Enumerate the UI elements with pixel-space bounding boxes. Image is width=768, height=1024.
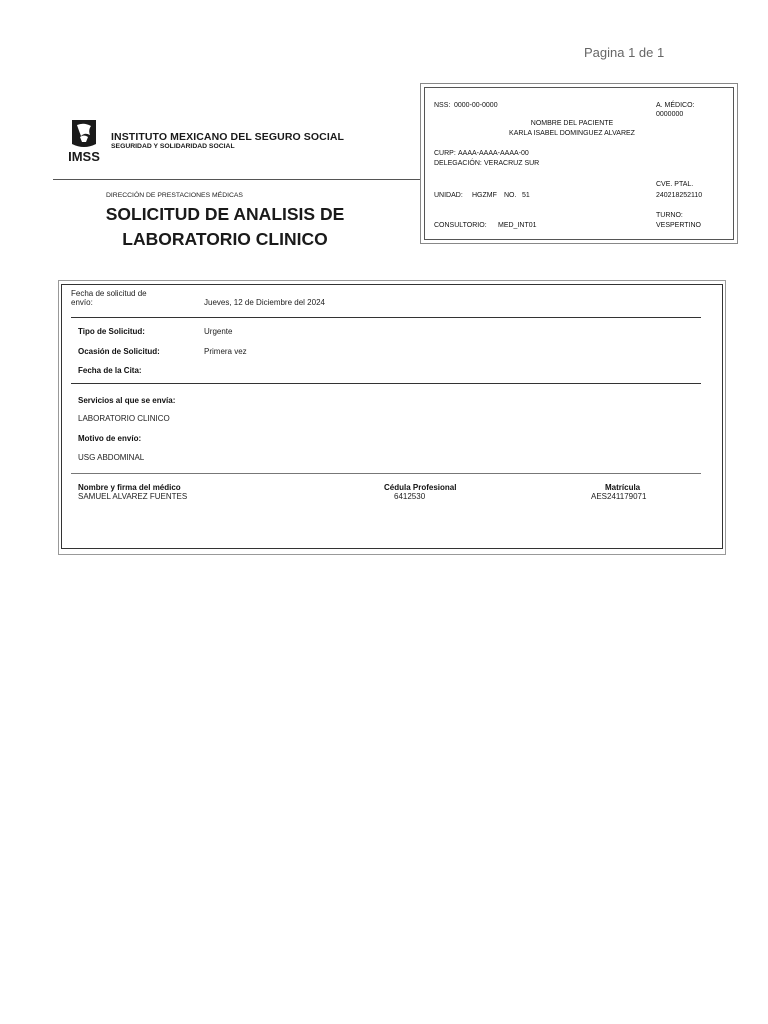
page-indicator: Pagina 1 de 1 (584, 45, 665, 60)
turno-label: TURNO: (656, 212, 683, 219)
logo-text: IMSS (68, 149, 100, 164)
form-divider-2 (71, 383, 701, 384)
fecha-cita-label: Fecha de la Cita: (78, 366, 142, 375)
document-title (100, 202, 350, 252)
fecha-envio-value: Jueves, 12 de Diciembre del 2024 (204, 298, 325, 307)
imss-logo (66, 118, 102, 164)
cve-value: 240218252110 (656, 192, 703, 199)
institution-name: INSTITUTO MEXICANO DEL SEGURO SOCIAL (111, 131, 345, 143)
tipo-solicitud-label: Tipo de Solicitud: (78, 327, 145, 336)
curp-value: AAAA-AAAA-AAAA-00 (458, 150, 529, 157)
form-divider-1 (71, 317, 701, 318)
header-divider (53, 179, 421, 180)
curp-label: CURP: (434, 150, 456, 157)
no-label: NO. (504, 192, 517, 199)
patient-name-value: KARLA ISABEL DOMINGUEZ ALVAREZ (509, 130, 635, 137)
matricula-label: Matrícula (605, 483, 641, 492)
servicios-value: LABORATORIO CLINICO (78, 414, 170, 423)
patient-name-label: NOMBRE DEL PACIENTE (530, 120, 614, 127)
medico-label: A. MÉDICO: (656, 102, 695, 109)
medico-nombre-label: Nombre y firma del médico (78, 483, 181, 492)
nss-value: 0000-00-0000 (454, 102, 498, 109)
institution-tagline: SEGURIDAD Y SOLIDARIDAD SOCIAL (111, 143, 235, 150)
medico-nombre-value: SAMUEL ALVAREZ FUENTES (78, 492, 188, 501)
delegacion-label: DELEGACIÓN: (434, 160, 482, 167)
cedula-value: 6412530 (394, 492, 426, 501)
matricula-value: AES241179071 (591, 492, 647, 501)
nss-label: NSS: (434, 102, 451, 109)
title-line-2: LABORATORIO CLINICO (122, 229, 328, 249)
unidad-value: HGZMF (472, 192, 497, 199)
consultorio-label: CONSULTORIO: (434, 222, 487, 229)
fecha-envio-label-line2: envío: (71, 298, 93, 307)
cedula-label: Cédula Profesional (384, 483, 457, 492)
direction-label: DIRECCIÓN DE PRESTACIONES MÉDICAS (106, 192, 243, 199)
unidad-label: UNIDAD: (434, 192, 463, 199)
cve-label: CVE. PTAL. (656, 181, 694, 188)
ocasion-solicitud-value: Primera vez (204, 347, 247, 356)
fecha-envio-label-line1: Fecha de solicitud de (71, 289, 147, 298)
tipo-solicitud-value: Urgente (204, 327, 233, 336)
consultorio-value: MED_INT01 (498, 222, 537, 229)
motivo-value: USG ABDOMINAL (78, 453, 145, 462)
no-value: 51 (522, 192, 530, 199)
motivo-label: Motivo de envío: (78, 434, 142, 443)
servicios-label: Servicios al que se envía: (78, 396, 176, 405)
delegacion-value: VERACRUZ SUR (484, 160, 540, 167)
medico-value: 0000000 (656, 111, 684, 118)
turno-value: VESPERTINO (656, 222, 701, 229)
ocasion-solicitud-label: Ocasión de Solicitud: (78, 347, 160, 356)
form-divider-3 (71, 473, 701, 474)
title-line-1: SOLICITUD DE ANALISIS DE (105, 204, 345, 224)
